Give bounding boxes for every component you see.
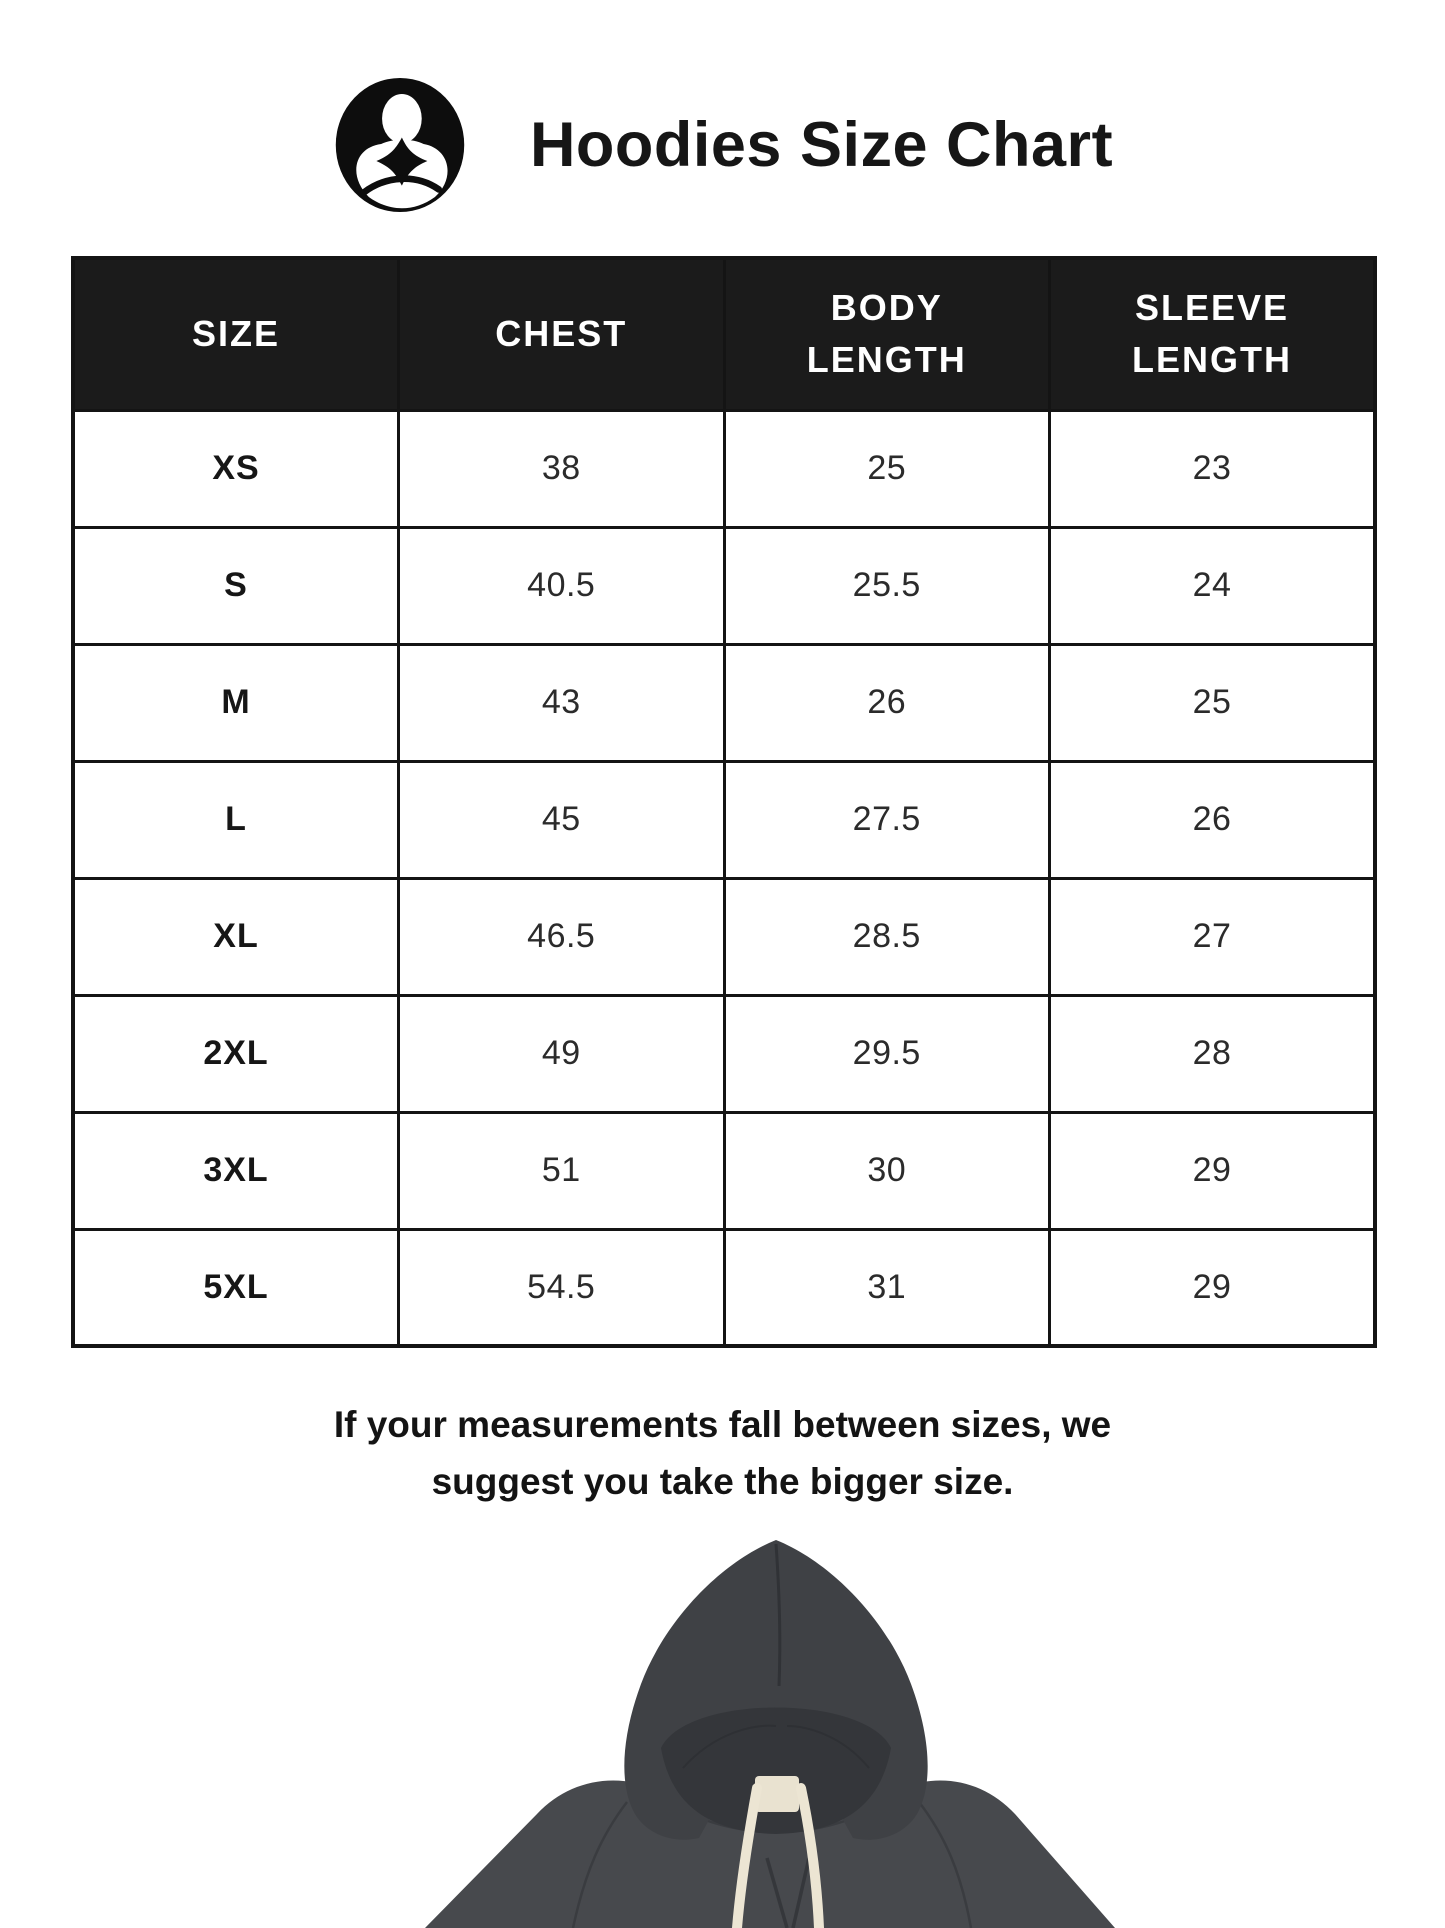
- chest-value: 43: [399, 644, 725, 761]
- table-row-2xl: [73, 995, 1375, 1112]
- body-length-value: 28.5: [724, 878, 1050, 995]
- chest-value: 49: [399, 995, 725, 1112]
- sleeve-length-value: 26: [1050, 761, 1376, 878]
- table-row-s: [73, 527, 1375, 644]
- sizing-note: If your measurements fall between sizes, we suggest you take the bigger size.: [333, 1404, 1112, 1503]
- table-row-m: [73, 644, 1375, 761]
- body-length-value: 26: [724, 644, 1050, 761]
- size-label: XS: [73, 410, 399, 527]
- chest-value: 54.5: [399, 1229, 725, 1346]
- chest-value: 45: [399, 761, 725, 878]
- col-header-sleeve-length: SLEEVE LENGTH: [1050, 258, 1376, 410]
- size-label: XL: [73, 878, 399, 995]
- size-label: M: [73, 644, 399, 761]
- table-row-5xl: [73, 1229, 1375, 1346]
- body-length-value: 27.5: [724, 761, 1050, 878]
- chest-value: 51: [399, 1112, 725, 1229]
- body-length-value: 25.5: [724, 527, 1050, 644]
- size-label: 5XL: [73, 1229, 399, 1346]
- table-row-3xl: [73, 1112, 1375, 1229]
- sleeve-length-value: 28: [1050, 995, 1376, 1112]
- size-table: [71, 256, 1377, 1348]
- size-label: 3XL: [73, 1112, 399, 1229]
- page-title: Hoodies Size Chart: [529, 110, 1114, 180]
- body-length-value: 30: [724, 1112, 1050, 1229]
- table-row-l: [73, 761, 1375, 878]
- sleeve-length-value: 25: [1050, 644, 1376, 761]
- col-header-body-length: BODY LENGTH: [724, 258, 1050, 410]
- size-label: S: [73, 527, 399, 644]
- brand-logo-icon: [332, 72, 468, 218]
- size-label: L: [73, 761, 399, 878]
- sleeve-length-value: 23: [1050, 410, 1376, 527]
- body-length-value: 29.5: [724, 995, 1050, 1112]
- chest-value: 38: [399, 410, 725, 527]
- body-length-value: 25: [724, 410, 1050, 527]
- sleeve-length-value: 29: [1050, 1112, 1376, 1229]
- chest-value: 40.5: [399, 527, 725, 644]
- chest-value: 46.5: [399, 878, 725, 995]
- size-table-header: [73, 258, 1375, 410]
- col-header-size: SIZE: [73, 258, 399, 410]
- sleeve-length-value: 29: [1050, 1229, 1376, 1346]
- table-row-xs: [73, 410, 1375, 527]
- table-row-xl: [73, 878, 1375, 995]
- sleeve-length-value: 27: [1050, 878, 1376, 995]
- brand-header: [0, 72, 1445, 218]
- hoodie-product-image: [425, 1536, 1115, 1928]
- size-label: 2XL: [73, 995, 399, 1112]
- body-length-value: 31: [724, 1229, 1050, 1346]
- col-header-chest: CHEST: [399, 258, 725, 410]
- sleeve-length-value: 24: [1050, 527, 1376, 644]
